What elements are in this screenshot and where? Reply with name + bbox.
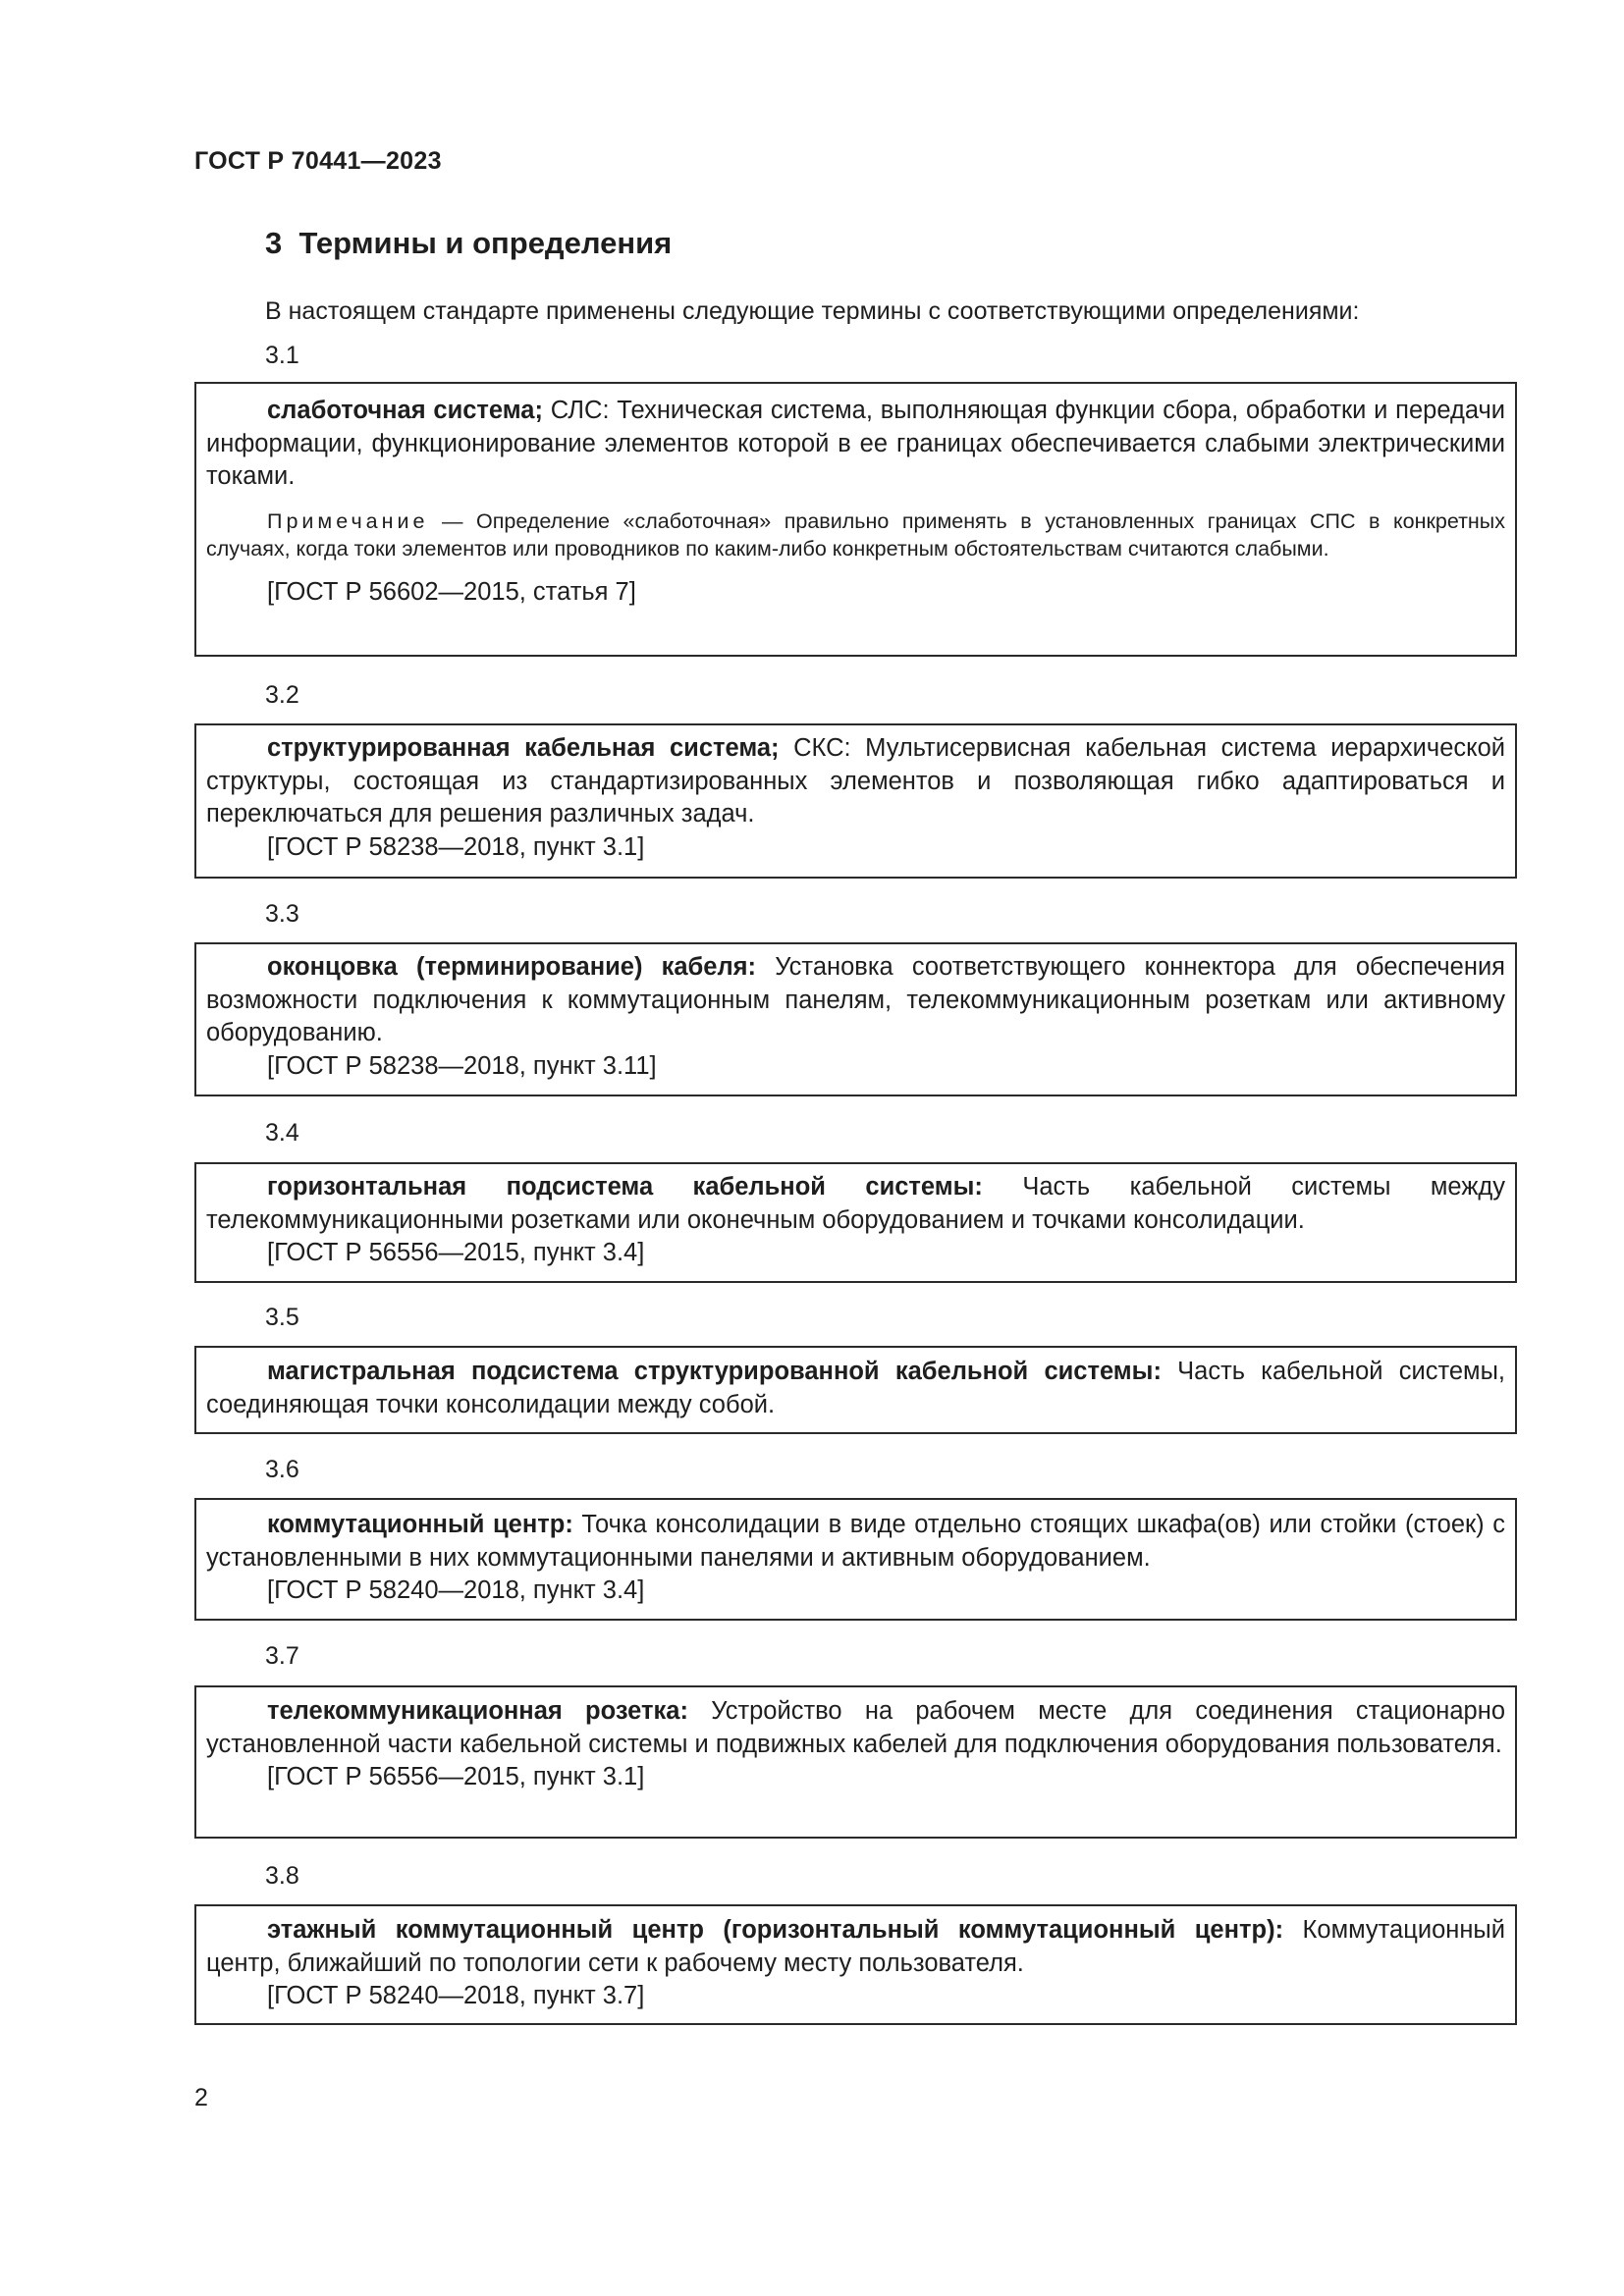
definition-text: Установка соответствующего коннектора для обеспечения возможности подключения к коммутационным панелям, телекоммуникационным розеткам или активному оборудованию.	[206, 953, 1505, 1046]
page-number: 2	[194, 2084, 208, 2111]
term-name: оконцовка (терминирование) кабеля:	[267, 953, 757, 981]
term-definition	[206, 1695, 1505, 1761]
term-box-3-8	[194, 1904, 1517, 2025]
document-header: ГОСТ Р 70441—2023	[194, 147, 442, 175]
term-source: [ГОСТ Р 58238—2018, пункт 3.1]	[267, 832, 645, 861]
definition-text: Коммутационный центр, ближайший по топологии сети к рабочему месту пользователя.	[206, 1916, 1506, 1977]
term-box-3-1	[194, 382, 1517, 657]
term-number: 3.6	[265, 1456, 299, 1483]
term-note	[206, 507, 1505, 562]
term-definition	[206, 1509, 1505, 1575]
term-definition	[206, 1356, 1505, 1421]
term-box-3-3	[194, 942, 1517, 1096]
term-source: [ГОСТ Р 58240—2018, пункт 3.7]	[267, 1982, 645, 2009]
definition-text: Часть кабельной системы, соединяющая точки консолидации между собой.	[206, 1358, 1505, 1418]
term-source: [ГОСТ Р 56602—2015, статья 7]	[267, 577, 636, 606]
term-source: [ГОСТ Р 56556—2015, пункт 3.1]	[267, 1763, 645, 1790]
term-source: [ГОСТ Р 58238—2018, пункт 3.11]	[267, 1051, 657, 1080]
term-name: горизонтальная подсистема кабельной системы:	[267, 1173, 983, 1201]
definition-text: СКС: Мультисервисная кабельная система иерархической структуры, состоящая из стандартизированных элементов и позволяющая гибко адаптироваться и переключаться для решения различных задач.	[206, 734, 1505, 828]
term-box-3-7	[194, 1685, 1517, 1839]
term-definition	[206, 951, 1505, 1050]
definition-text: Устройство на рабочем месте для соединения стационарно установленной части кабельной системы и подвижных кабелей для подключения оборудования пользователя.	[206, 1697, 1505, 1758]
section-title: 3 Термины и определения	[265, 226, 673, 260]
term-definition	[206, 732, 1505, 831]
term-box-3-5	[194, 1346, 1517, 1434]
term-number: 3.4	[265, 1119, 299, 1147]
term-name: коммутационный центр:	[267, 1511, 573, 1538]
definition-text: Точка консолидации в виде отдельно стоящих шкафа(ов) или стойки (стоек) с установленными в них коммутационными панелями и активным оборудованием.	[206, 1511, 1506, 1572]
term-source: [ГОСТ Р 56556—2015, пункт 3.4]	[267, 1239, 645, 1266]
section-intro: В настоящем стандарте применены следующие термины с соответствующими определениями:	[265, 297, 1360, 325]
term-definition	[206, 395, 1505, 494]
term-name: магистральная подсистема структурированной кабельной системы:	[267, 1358, 1162, 1385]
term-name: телекоммуникационная розетка:	[267, 1697, 688, 1725]
term-name: слаботочная система;	[267, 397, 543, 424]
term-box-3-6	[194, 1498, 1517, 1621]
term-name: этажный коммутационный центр (горизонтальный коммутационный центр):	[267, 1916, 1284, 1944]
term-number: 3.1	[265, 342, 299, 369]
definition-text: СЛС: Техническая система, выполняющая функции сбора, обработки и передачи информации, функционирование элементов которой в ее границах обеспечивается слабыми электрическими токами.	[206, 397, 1506, 490]
term-name: структурированная кабельная система;	[267, 734, 780, 762]
term-number: 3.3	[265, 900, 299, 928]
term-number: 3.5	[265, 1304, 299, 1331]
note-text: — Определение «слаботочная» правильно применять в установленных границах СПС в конкретных случаях, когда токи элементов или проводников по каким-либо конкретным обстоятельствам считаются слабыми.	[206, 508, 1505, 561]
term-number: 3.7	[265, 1642, 299, 1670]
term-definition	[206, 1914, 1505, 1980]
term-box-3-4	[194, 1162, 1517, 1283]
term-number: 3.2	[265, 681, 299, 709]
term-definition	[206, 1171, 1505, 1237]
term-source: [ГОСТ Р 58240—2018, пункт 3.4]	[267, 1576, 645, 1604]
term-box-3-2	[194, 723, 1517, 879]
note-label: Примечание	[267, 508, 429, 533]
term-number: 3.8	[265, 1862, 299, 1890]
definition-text: Часть кабельной системы между телекоммуникационными розетками или оконечным оборудованием и точками консолидации.	[206, 1173, 1506, 1234]
